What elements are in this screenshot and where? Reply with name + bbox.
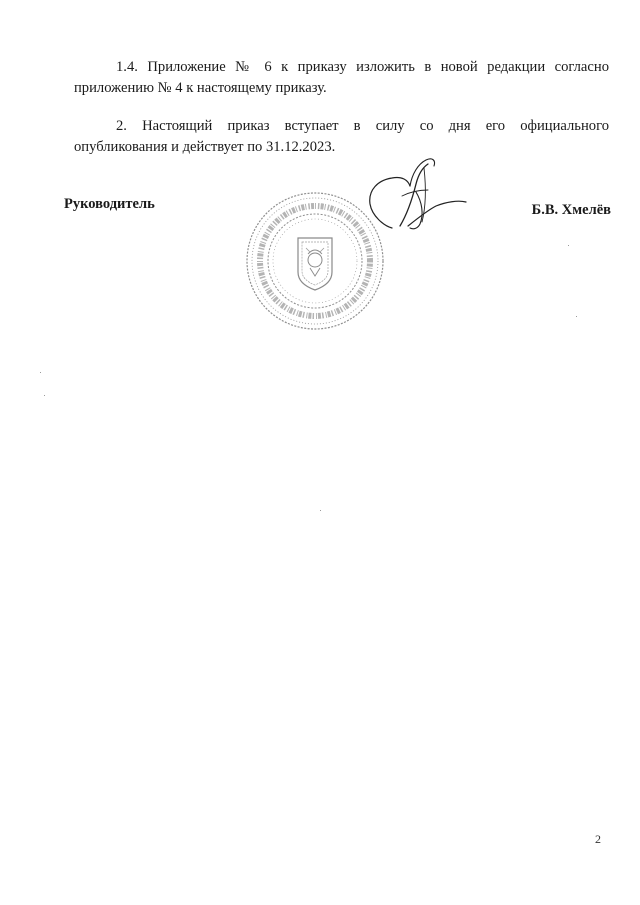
paragraph-1-4 — [74, 57, 609, 99]
page-number: 2 — [595, 832, 601, 846]
paragraph-line: приложению № 4 к настоящему приказу. — [74, 80, 327, 96]
scan-speck — [320, 510, 321, 511]
paragraph-2 — [74, 116, 609, 158]
signatory-name: Б.В. Хмелёв — [531, 202, 611, 218]
scan-speck — [568, 245, 569, 246]
paragraph-line: 1.4. Приложение № 6 к приказу изложить в новой редакции согласно — [116, 59, 609, 75]
signatory-title: Руководитель — [64, 196, 155, 212]
paragraph-line: 2. Настоящий приказ вступает в силу со дня его официального — [116, 118, 609, 134]
scan-speck — [576, 316, 577, 317]
scan-speck — [44, 395, 45, 396]
scan-speck — [40, 372, 41, 373]
handwritten-signature-icon — [362, 156, 468, 232]
paragraph-line: опубликования и действует по 31.12.2023. — [74, 139, 336, 155]
